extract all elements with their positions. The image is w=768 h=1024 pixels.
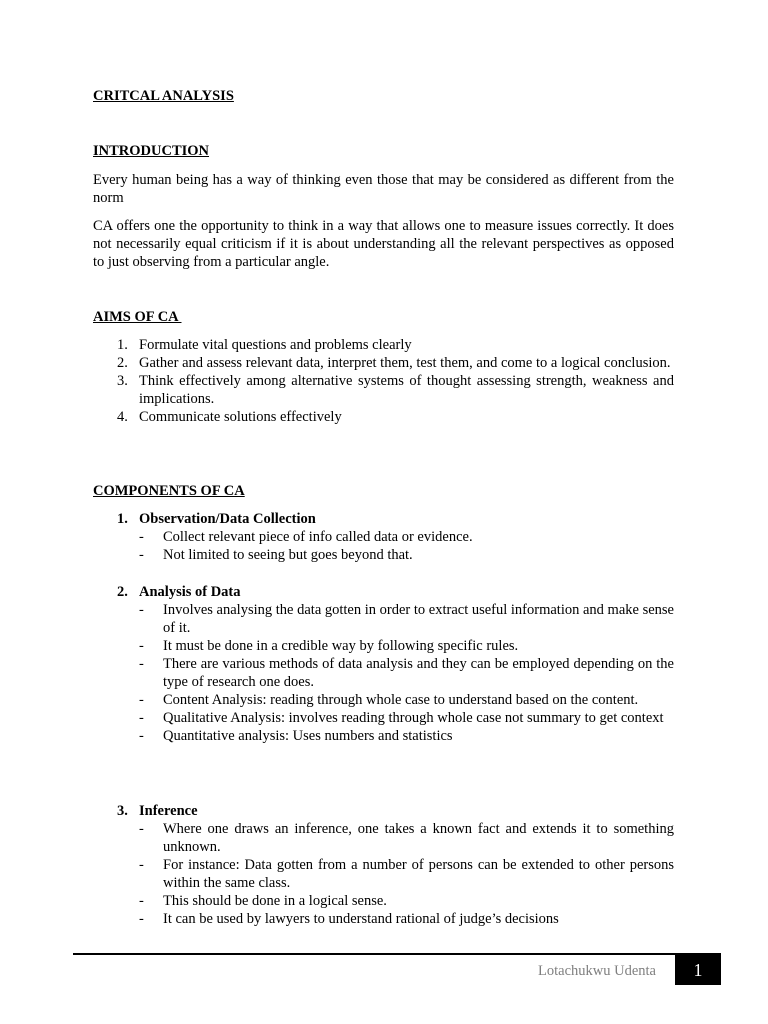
- component-title-text: Analysis of Data: [139, 584, 241, 600]
- list-item-text: Think effectively among alternative systems of thought assessing strength, weakness and implications.: [139, 373, 674, 407]
- list-item-text: Formulate vital questions and problems clearly: [139, 337, 412, 353]
- bullet-text: It must be done in a credible way by following specific rules.: [163, 638, 519, 654]
- bullet-text: Quantitative analysis: Uses numbers and statistics: [163, 728, 453, 744]
- bullet-text: Not limited to seeing but goes beyond that.: [163, 547, 413, 563]
- dash-marker: -: [139, 656, 144, 672]
- bullet-item: [93, 727, 674, 745]
- aims-heading: AIMS OF CA: [93, 309, 182, 325]
- component-title: [93, 583, 674, 601]
- bullet-item: [93, 820, 674, 856]
- bullet-list: [93, 820, 674, 928]
- bullet-item: [93, 546, 674, 564]
- list-number: 3.: [117, 373, 128, 389]
- component-title: [93, 802, 674, 820]
- dash-marker: -: [139, 638, 144, 654]
- component-section-observation: [93, 510, 674, 564]
- bullet-list: [93, 528, 674, 564]
- dash-marker: -: [139, 710, 144, 726]
- bullet-item: [93, 655, 674, 691]
- component-section-inference: [93, 802, 674, 928]
- dash-marker: -: [139, 692, 144, 708]
- bullet-text: It can be used by lawyers to understand rational of judge’s decisions: [163, 911, 559, 927]
- list-item: [93, 336, 674, 354]
- bullet-item: [93, 892, 674, 910]
- intro-paragraph-2: CA offers one the opportunity to think in a way that allows one to measure issues correctly. It does not necessarily equal criticism if it is about understanding all the relevant perspectives as opposed to just observing from a particular angle.: [93, 218, 674, 270]
- bullet-text: Involves analysing the data gotten in order to extract useful information and make sense of it.: [163, 602, 674, 636]
- bullet-text: This should be done in a logical sense.: [163, 893, 387, 909]
- dash-marker: -: [139, 602, 144, 618]
- footer-author: Lotachukwu Udenta: [538, 963, 656, 979]
- dash-marker: -: [139, 857, 144, 873]
- page-number: 1: [675, 955, 721, 985]
- list-number: 1.: [117, 337, 128, 353]
- list-number: 1.: [117, 511, 128, 527]
- dash-marker: -: [139, 911, 144, 927]
- list-item: [93, 354, 674, 372]
- dash-marker: -: [139, 893, 144, 909]
- bullet-text: Where one draws an inference, one takes a known fact and extends it to something unknown.: [163, 821, 674, 855]
- list-number: 2.: [117, 355, 128, 371]
- bullet-item: [93, 691, 674, 709]
- dash-marker: -: [139, 529, 144, 545]
- bullet-item: [93, 856, 674, 892]
- bullet-item: [93, 601, 674, 637]
- bullet-item: [93, 637, 674, 655]
- document-title: CRITCAL ANALYSIS: [93, 88, 234, 104]
- components-heading: COMPONENTS OF CA: [93, 483, 245, 499]
- component-title: [93, 510, 674, 528]
- dash-marker: -: [139, 821, 144, 837]
- bullet-list: [93, 601, 674, 745]
- introduction-heading: INTRODUCTION: [93, 143, 210, 159]
- list-item-text: Gather and assess relevant data, interpret them, test them, and come to a logical conclusion.: [139, 355, 671, 371]
- list-number: 2.: [117, 584, 128, 600]
- component-title-text: Observation/Data Collection: [139, 511, 316, 527]
- bullet-text: There are various methods of data analysis and they can be employed depending on the type of research one does.: [163, 656, 674, 690]
- dash-marker: -: [139, 728, 144, 744]
- bullet-item: [93, 709, 674, 727]
- bullet-text: For instance: Data gotten from a number of persons can be extended to other persons within the same class.: [163, 857, 674, 891]
- list-number: 3.: [117, 803, 128, 819]
- bullet-text: Collect relevant piece of info called data or evidence.: [163, 529, 473, 545]
- dash-marker: -: [139, 547, 144, 563]
- list-item-text: Communicate solutions effectively: [139, 409, 342, 425]
- footer-divider: [73, 953, 721, 955]
- intro-paragraph-1: Every human being has a way of thinking even those that may be considered as different from the norm: [93, 172, 674, 206]
- list-item: [93, 408, 674, 426]
- bullet-item: [93, 910, 674, 928]
- bullet-text: Qualitative Analysis: involves reading through whole case not summary to get context: [163, 710, 664, 726]
- aims-list: [93, 336, 674, 426]
- component-title-text: Inference: [139, 803, 198, 819]
- list-number: 4.: [117, 409, 128, 425]
- component-section-analysis: [93, 583, 674, 745]
- list-item: [93, 372, 674, 408]
- bullet-text: Content Analysis: reading through whole case to understand based on the content.: [163, 692, 639, 708]
- bullet-item: [93, 528, 674, 546]
